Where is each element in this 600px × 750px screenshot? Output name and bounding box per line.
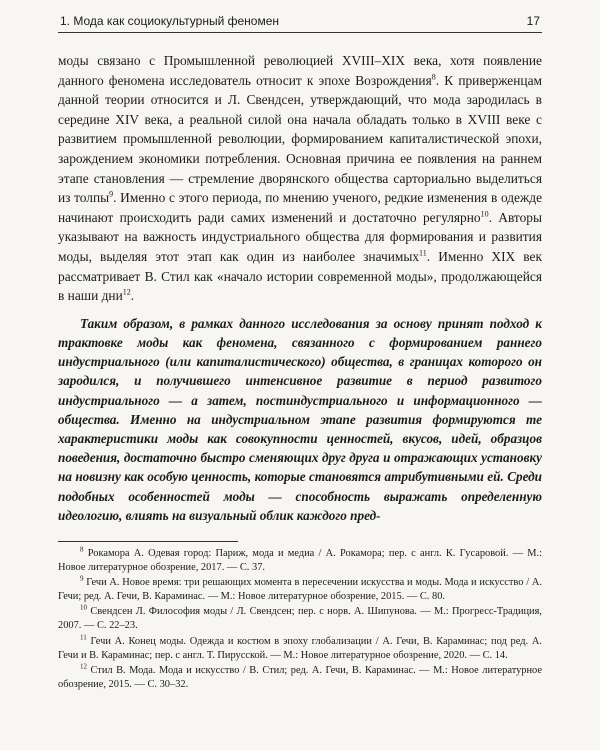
footnote-item — [58, 664, 542, 692]
footnote-text: Гечи А. Новое время: три решающих момента в пересечении искусства и моды. Мода и искусство / А. Гечи; ред. А. Гечи, В. Караминас. — М.: Новое литературное обозрение, 2015. — С. 80. — [58, 577, 542, 603]
footnote-marker[interactable]: 10 — [480, 209, 489, 219]
footnotes — [58, 547, 542, 693]
footnote-number: 12 — [80, 662, 87, 671]
page-number: 17 — [526, 14, 540, 28]
running-header — [58, 10, 542, 33]
footnote-number: 10 — [80, 603, 87, 612]
footnote-item — [58, 635, 542, 663]
paragraph-conclusion: Таким образом, в рамках данного исследования за основу принят подход к трактовке моды как феномена, связанного с формированием раннего индустриального (или капиталистического) общества, в границах которого он зародился, и получившего интенсивное развитие в период развитого индустриального — а затем, постиндустриального и информационного — общества. Именно на индустриальном этапе развития формируются те характеристики моды как совокупности ценностей, вкусов, идей, образцов поведения, достаточно быстро сменяющих друг друга и отражающих установку на новизну как особую ценность, которые становятся атрибутивными ей. Среди подобных особенностей моды — способность выражать определенную идеологию, влиять на визуальный облик каждого пред- — [58, 315, 542, 523]
footnote-text: Стил В. Мода. Мода и искусство / В. Стил; ред. А. Гечи, В. Караминас. — М.: Новое литературное обозрение, 2015. — С. 30–32. — [58, 664, 542, 690]
footnote-number: 9 — [80, 574, 84, 583]
footnote-marker[interactable]: 9 — [109, 189, 114, 199]
text-run: . Именно с этого периода, по мнению ученого, редкие изменения в одежде начинают происходить ради самих изменений и достаточно регулярно — [58, 190, 543, 225]
text-run: . — [130, 288, 135, 304]
footnote-item — [58, 547, 542, 575]
text-run: . Именно XIX век рассматривает В. Стил как «начало истории современной моды», продолжающейся в наши дни — [58, 248, 542, 304]
footnote-number: 11 — [80, 633, 87, 642]
footnote-text: Свендсен Л. Философия моды / Л. Свендсен; пер. с норв. А. Шипунова. — М.: Прогресс-Традиция, 2007. — С. 22–23. — [58, 606, 542, 632]
footnote-marker[interactable]: 8 — [431, 72, 436, 82]
text-run: . К приверженцам данной теории относится и Л. Свендсен, утверждающий, что мода зародилась в середине XIV века, а реальной силой она начала обладать только в XVIII веке с развитием промышленной революции, формированием капиталистической эпохи, зарождением экономики потребления. Основная причина ее появления на раннем этапе становления — стремление дворянского общества сарториально выделиться из толпы — [58, 72, 542, 206]
footnote-item — [58, 576, 542, 604]
footnote-text: Рокамора А. Одевая город: Париж, мода и медиа / А. Рокамора; пер. с англ. К. Гусаровой. — М.: Новое литературное обозрение, 2017. — С. 37. — [58, 548, 542, 574]
footnote-separator — [58, 541, 238, 542]
text-run: моды связано с Промышленной революцией XVIII–XIX века, хотя появление данного феномена исследователь относит к эпохе Возрождения — [58, 53, 542, 88]
footnote-text: Гечи А. Конец моды. Одежда и костюм в эпоху глобализации / А. Гечи, В. Караминас; под ред. А. Гечи и В. Караминас; пер. с англ. Т. Пирусской. — М.: Новое литературное обозрение, 2020. — С. 14. — [58, 635, 542, 661]
footnote-number: 8 — [80, 545, 84, 554]
paragraph-continued — [58, 51, 542, 306]
running-title: 1. Мода как социокультурный феномен — [60, 14, 280, 28]
footnote-item — [58, 605, 542, 633]
main-text — [58, 51, 542, 525]
footnote-marker[interactable]: 12 — [122, 287, 131, 297]
footnote-marker[interactable]: 11 — [419, 248, 427, 258]
text-run: . Авторы указывают на важность индустриального общества для формирования и развития моды, выделяя этот этап как один из наиболее значимых — [58, 209, 542, 264]
